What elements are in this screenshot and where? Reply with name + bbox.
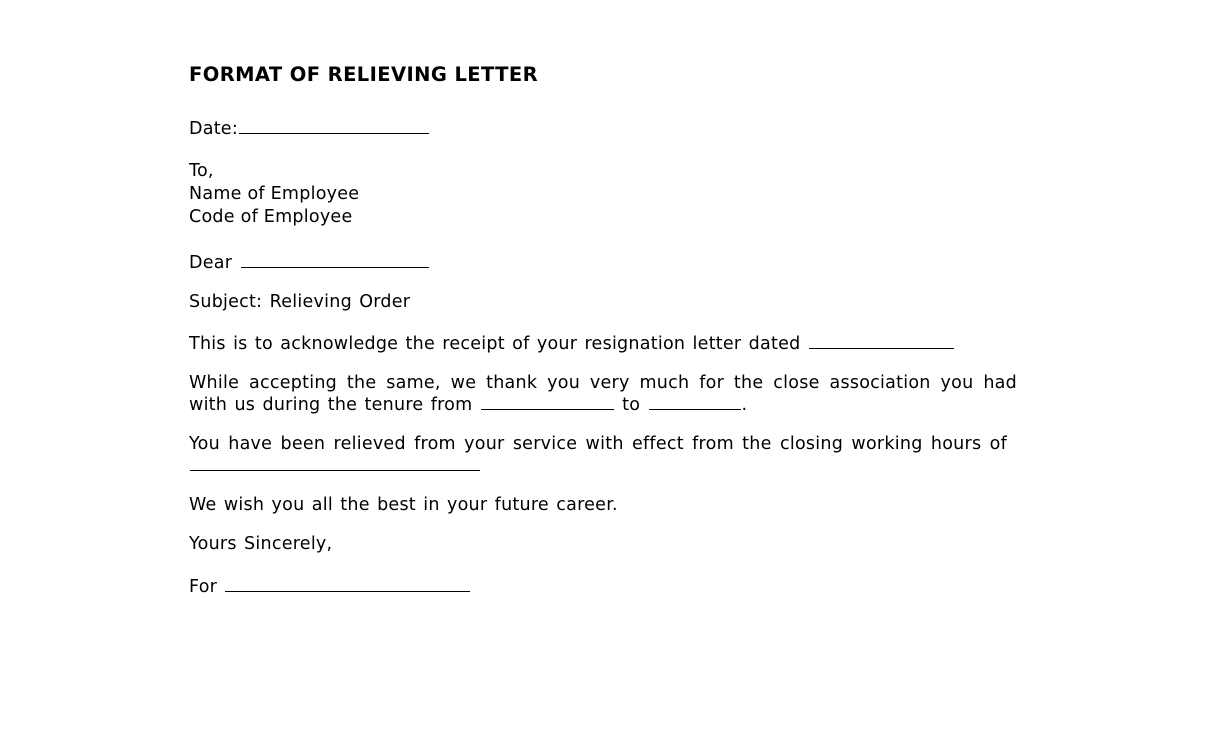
paragraph-acknowledgement xyxy=(189,332,1017,354)
for-label: For xyxy=(189,576,218,597)
paragraph-relieved-text: You have been relieved from your service with effect from the closing working hours of xyxy=(189,434,1007,455)
tenure-to-blank xyxy=(649,393,741,410)
paragraph-wishes: We wish you all the best in your future career. xyxy=(189,494,618,515)
page-title: FORMAT OF RELIEVING LETTER xyxy=(189,63,539,86)
salutation-line xyxy=(189,251,1049,273)
closing-for-line xyxy=(189,575,1049,597)
closing-sincerely: Yours Sincerely, xyxy=(189,533,333,554)
paragraph-acknowledgement-text: This is to acknowledge the receipt of your resignation letter dated xyxy=(189,334,801,355)
date-line xyxy=(189,117,1049,139)
signature-blank xyxy=(225,575,470,592)
tenure-from-blank xyxy=(481,393,614,410)
date-blank xyxy=(239,117,429,134)
paragraph-relieved xyxy=(189,436,1007,476)
recipient-block xyxy=(189,160,1049,229)
salutation-blank xyxy=(241,251,429,268)
recipient-line-3: Code of Employee xyxy=(189,207,353,228)
recipient-line-2: Name of Employee xyxy=(189,184,360,205)
subject-line: Subject: Relieving Order xyxy=(189,291,411,312)
date-label: Date: xyxy=(189,119,238,140)
tenure-period: . xyxy=(741,395,748,416)
recipient-line-1: To, xyxy=(189,161,214,182)
resignation-date-blank xyxy=(809,332,954,349)
letter-body xyxy=(189,62,1049,617)
paragraph-tenure xyxy=(189,375,1017,415)
paragraph-tenure-text: While accepting the same, we thank you very much for the close association you had with us during the tenure from xyxy=(189,373,1017,416)
salutation-label: Dear xyxy=(189,252,233,273)
tenure-to-label: to xyxy=(622,395,641,416)
closing-hours-blank xyxy=(190,454,480,471)
